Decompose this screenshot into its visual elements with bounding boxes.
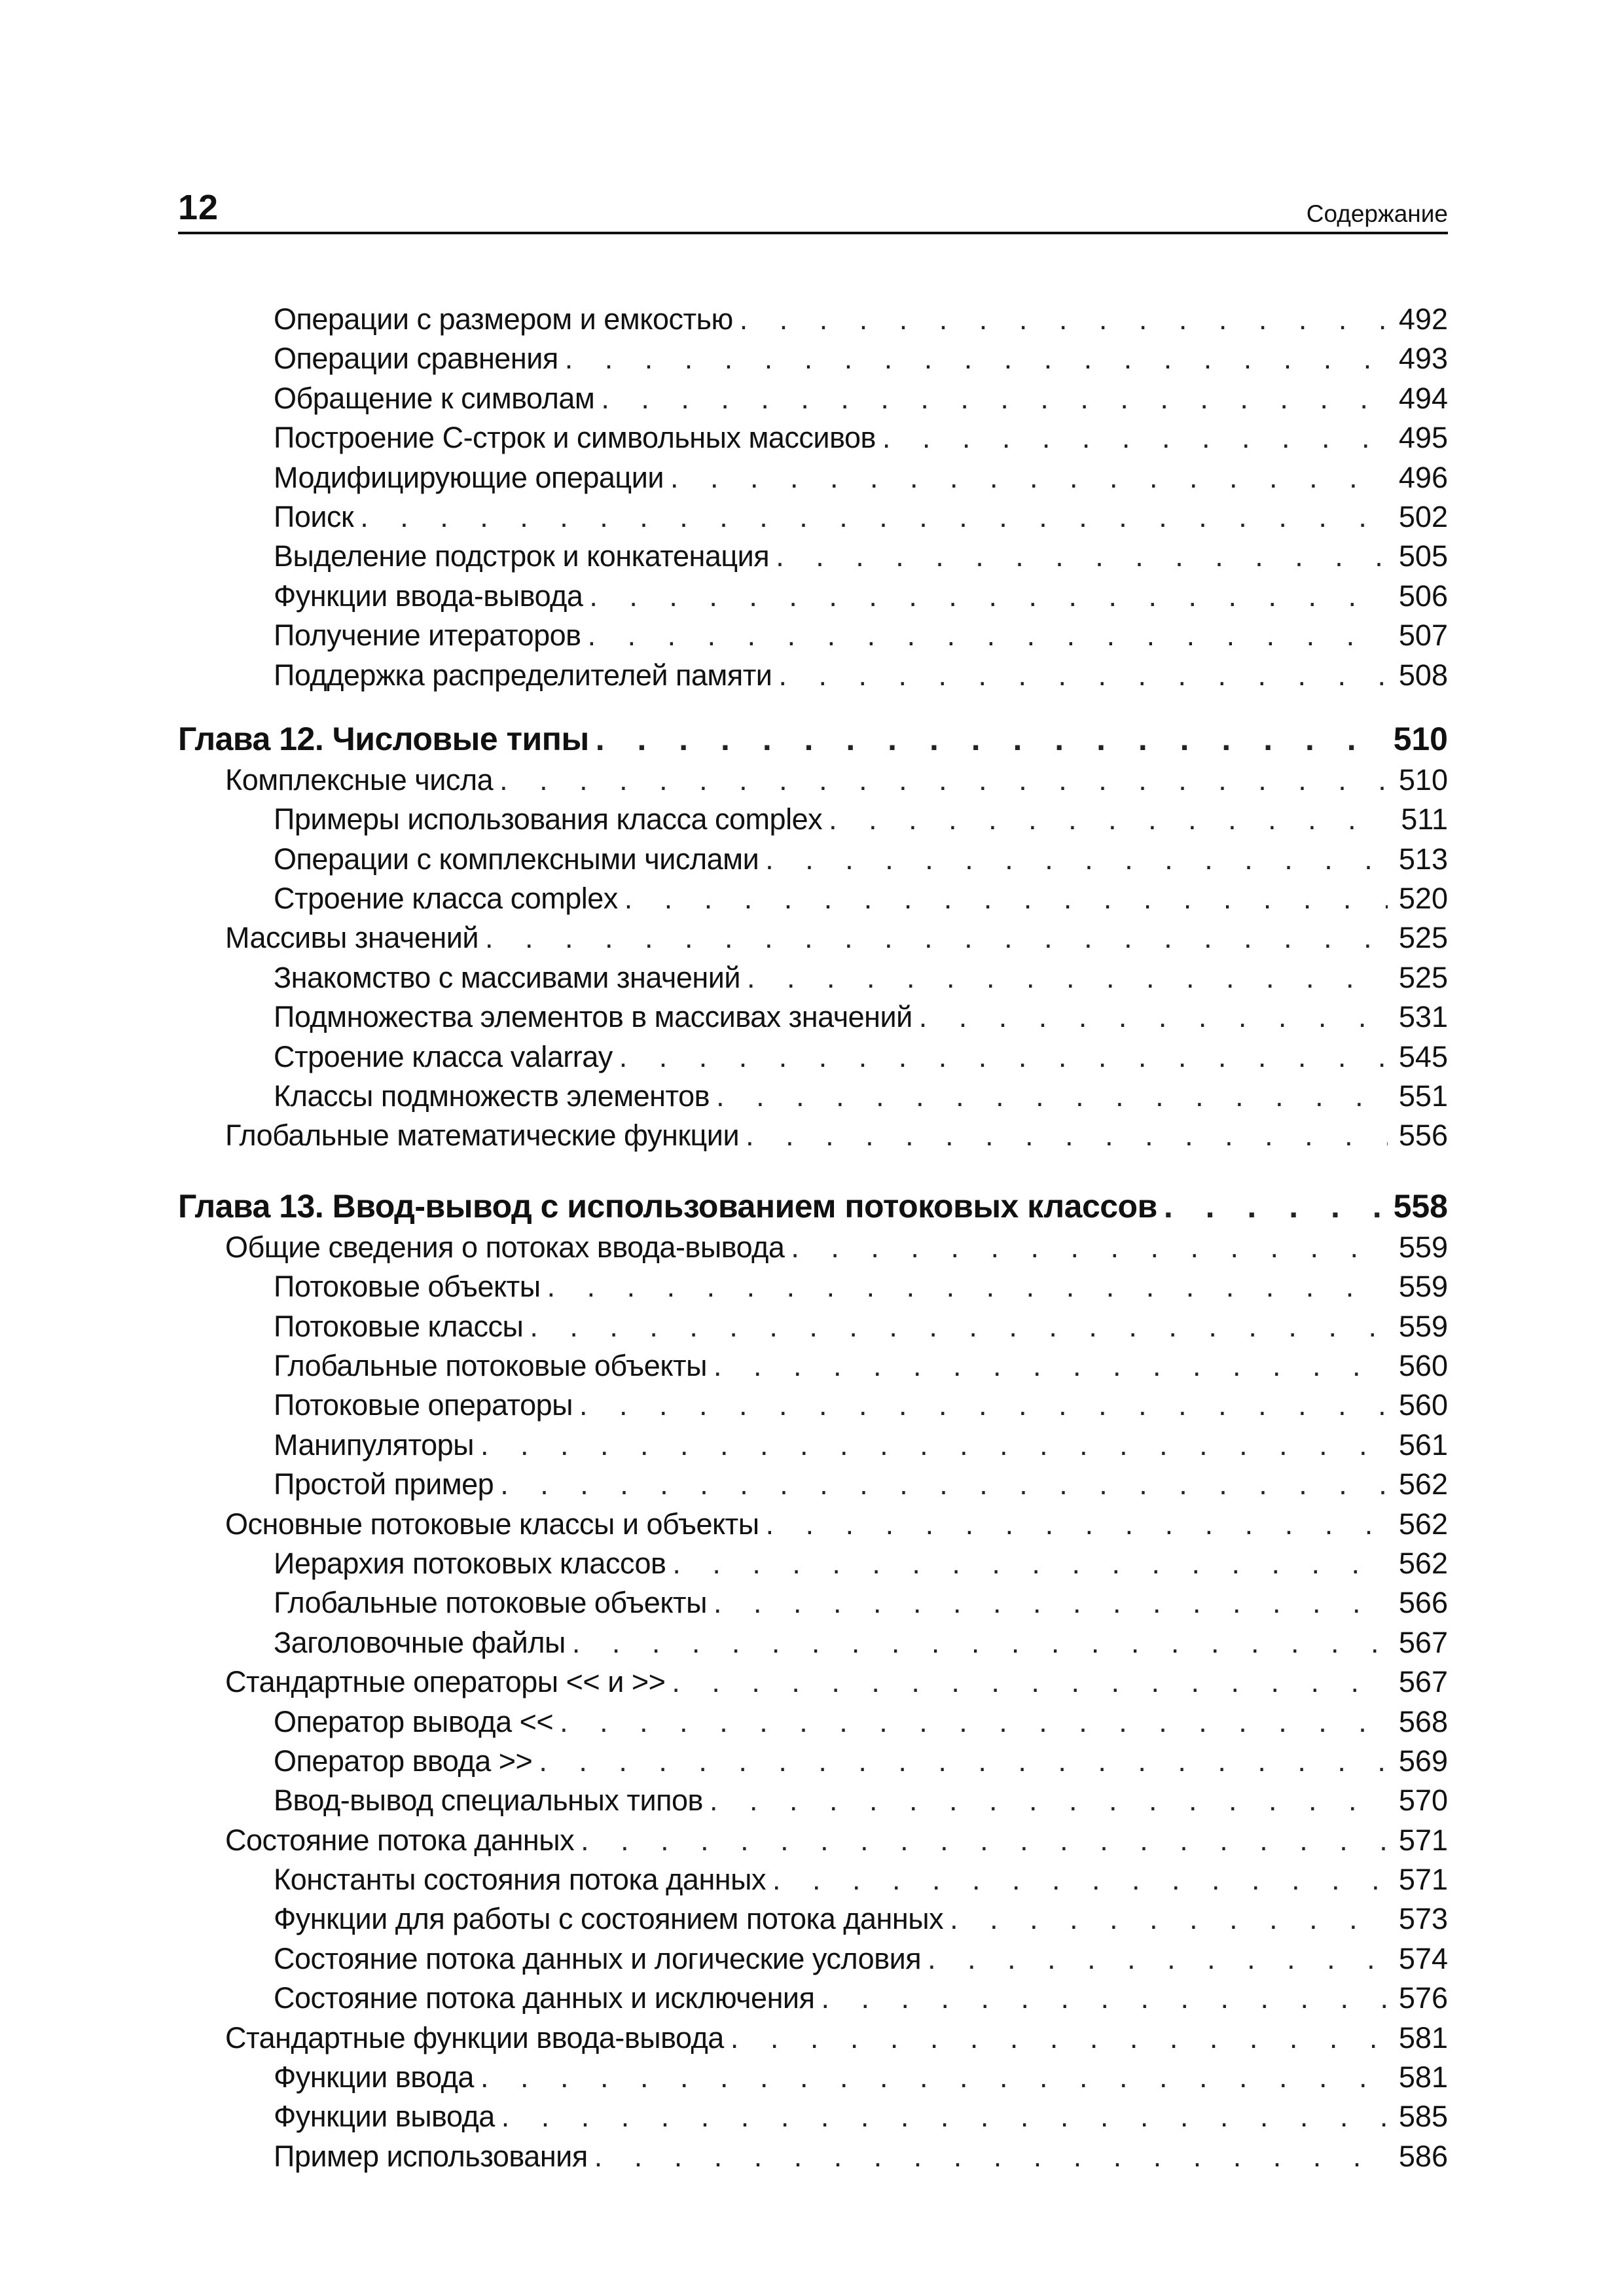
page-header <box>178 177 1448 234</box>
toc-entry-page: 562 <box>1398 1546 1448 1580</box>
section-title: Стандартные функции ввода-вывода <box>225 2020 724 2054</box>
toc-entry-title: Ввод-вывод специальных типов <box>274 1784 703 1818</box>
toc-entry-title: Операции с размером и емкостью <box>274 302 733 336</box>
toc-entry-page: 581 <box>1398 2060 1448 2094</box>
toc-entry[interactable] <box>178 840 1448 879</box>
toc-entry[interactable] <box>178 958 1448 997</box>
section-title: Глобальные математические функции <box>225 1119 740 1153</box>
toc-entry[interactable] <box>178 2137 1448 2176</box>
section-title: Комплексные числа <box>225 762 494 797</box>
toc-section[interactable] <box>178 1821 1448 1860</box>
dot-leader <box>740 300 1388 339</box>
dot-leader <box>765 840 1388 879</box>
toc-entry-page: 525 <box>1398 960 1448 994</box>
toc-entry-page: 585 <box>1398 2100 1448 2134</box>
toc-entry[interactable] <box>178 656 1448 695</box>
toc-entry-page: 568 <box>1398 1704 1448 1738</box>
toc-entry-title: Константы состояния потока данных <box>274 1863 766 1897</box>
dot-leader <box>588 616 1388 655</box>
toc-entry-title: Подмножества элементов в массивах значений <box>274 1000 912 1034</box>
dot-leader <box>601 379 1388 418</box>
section-page: 562 <box>1398 1507 1448 1541</box>
toc-entry[interactable] <box>178 1037 1448 1077</box>
toc-entry-title: Получение итераторов <box>274 619 581 653</box>
dot-leader <box>572 1623 1388 1662</box>
toc-entry-page: 531 <box>1398 1000 1448 1034</box>
toc-entry-title: Обращение к символам <box>274 381 595 415</box>
toc-entry-page: 502 <box>1398 499 1448 533</box>
chapter-title: Глава 13. Ввод-вывод с использованием потоковых классов <box>178 1187 1157 1225</box>
dot-leader <box>581 1821 1388 1860</box>
toc-entry-page: 495 <box>1398 421 1448 455</box>
dot-leader <box>501 2097 1388 2136</box>
dot-leader <box>747 958 1388 997</box>
toc-entry-title: Глобальные потоковые объекты <box>274 1586 707 1620</box>
toc-entry-page: 508 <box>1398 658 1448 692</box>
dot-leader <box>360 497 1388 537</box>
dot-leader <box>480 1426 1388 1465</box>
toc-entry-title: Состояние потока данных и исключения <box>274 1981 815 2015</box>
toc-entry-title: Знакомство с массивами значений <box>274 960 740 994</box>
toc-entry-page: 562 <box>1398 1467 1448 1501</box>
toc-entry-title: Иерархия потоковых классов <box>274 1546 666 1580</box>
toc-entry[interactable] <box>178 1702 1448 1742</box>
toc-entry-title: Функции для работы с состоянием потока данных <box>274 1902 944 1936</box>
toc-entry-title: Функции ввода-вывода <box>274 579 583 613</box>
dot-leader <box>766 1505 1388 1544</box>
dot-leader <box>928 1939 1388 1979</box>
toc-entry[interactable] <box>178 1544 1448 1583</box>
chapter-title: Глава 12. Числовые типы <box>178 720 589 757</box>
dot-leader <box>530 1307 1388 1346</box>
toc-section[interactable] <box>178 1116 1448 1155</box>
toc-entry-page: 569 <box>1398 1744 1448 1778</box>
dot-leader <box>500 1465 1388 1504</box>
toc-entry[interactable] <box>178 1307 1448 1346</box>
toc-entry[interactable] <box>178 577 1448 616</box>
dot-leader <box>594 2137 1388 2176</box>
dot-leader <box>746 1116 1388 1155</box>
toc-section[interactable] <box>178 761 1448 800</box>
toc-entry[interactable] <box>178 300 1448 339</box>
toc-entry-page: 567 <box>1398 1625 1448 1659</box>
toc-entry-page: 493 <box>1398 342 1448 376</box>
toc-entry-page: 551 <box>1398 1079 1448 1113</box>
toc-section[interactable] <box>178 1662 1448 1702</box>
dot-leader <box>716 1077 1388 1116</box>
section-page: 510 <box>1398 762 1448 797</box>
toc-entry[interactable] <box>178 1939 1448 1979</box>
dot-leader <box>547 1267 1388 1306</box>
running-head: Содержание <box>1306 200 1448 227</box>
toc-entry-title: Потоковые операторы <box>274 1388 573 1422</box>
dot-leader <box>565 339 1388 378</box>
dot-leader <box>579 1386 1388 1425</box>
section-page: 559 <box>1398 1230 1448 1264</box>
toc-entry-page: 545 <box>1398 1039 1448 1073</box>
toc-entry-page: 559 <box>1398 1270 1448 1304</box>
toc-entry[interactable] <box>178 497 1448 537</box>
toc-entry-title: Операции с комплексными числами <box>274 842 759 876</box>
toc-entry[interactable] <box>178 800 1448 839</box>
section-page: 571 <box>1398 1823 1448 1857</box>
toc-entry-page: 507 <box>1398 619 1448 653</box>
section-title: Общие сведения о потоках ввода-вывода <box>225 1230 785 1264</box>
toc-entry[interactable] <box>178 1781 1448 1820</box>
dot-leader <box>624 879 1388 918</box>
toc-entry-title: Построение С-строк и символьных массивов <box>274 421 876 455</box>
dot-leader <box>499 761 1388 800</box>
chapter-page: 510 <box>1393 720 1448 757</box>
toc-entry[interactable] <box>178 1346 1448 1386</box>
toc-entry-title: Заголовочные файлы <box>274 1625 566 1659</box>
toc-entry-title: Строение класса valarray <box>274 1039 613 1073</box>
toc-entry-title: Классы подмножеств элементов <box>274 1079 710 1113</box>
toc-entry[interactable] <box>178 1583 1448 1623</box>
section-page: 556 <box>1398 1119 1448 1153</box>
dot-leader <box>589 577 1388 616</box>
toc-entry[interactable] <box>178 2097 1448 2136</box>
toc-entry[interactable] <box>178 2058 1448 2097</box>
dot-leader <box>560 1702 1388 1742</box>
toc-entry-title: Оператор ввода >> <box>274 1744 533 1778</box>
toc-entry-page: 520 <box>1398 882 1448 916</box>
section-title: Основные потоковые классы и объекты <box>225 1507 759 1541</box>
toc-entry[interactable] <box>178 1860 1448 1899</box>
toc-entry-page: 570 <box>1398 1784 1448 1818</box>
toc-entry[interactable] <box>178 1623 1448 1662</box>
section-page: 525 <box>1398 921 1448 955</box>
dot-leader <box>713 1346 1388 1386</box>
toc-entry-title: Потоковые объекты <box>274 1270 541 1304</box>
toc-entry[interactable] <box>178 458 1448 497</box>
toc-entry-page: 566 <box>1398 1586 1448 1620</box>
dot-leader <box>480 2058 1388 2097</box>
dot-leader <box>882 418 1388 457</box>
toc-entry-title: Оператор вывода << <box>274 1704 554 1738</box>
toc-entry-title: Функции вывода <box>274 2100 495 2134</box>
toc-entry[interactable] <box>178 1426 1448 1465</box>
dot-leader <box>485 918 1388 958</box>
toc-entry-page: 505 <box>1398 539 1448 573</box>
toc-entry-page: 513 <box>1398 842 1448 876</box>
section-page: 567 <box>1398 1665 1448 1699</box>
dot-leader <box>776 537 1388 576</box>
toc-section[interactable] <box>178 1228 1448 1267</box>
toc-entry[interactable] <box>178 1742 1448 1781</box>
dot-leader <box>829 800 1388 839</box>
toc-entry[interactable] <box>178 1465 1448 1504</box>
toc-entry-title: Состояние потока данных и логические условия <box>274 1941 922 1975</box>
toc-entry[interactable] <box>178 1899 1448 1939</box>
toc-entry[interactable] <box>178 879 1448 918</box>
toc-entry-page: 576 <box>1398 1981 1448 2015</box>
toc-entry[interactable] <box>178 379 1448 418</box>
section-title: Состояние потока данных <box>225 1823 575 1857</box>
toc-entry[interactable] <box>178 1979 1448 2018</box>
toc-entry-page: 586 <box>1398 2139 1448 2173</box>
toc-entry[interactable] <box>178 537 1448 576</box>
toc-entry-page: 560 <box>1398 1348 1448 1382</box>
toc-entry-title: Манипуляторы <box>274 1427 475 1462</box>
toc-entry[interactable] <box>178 1386 1448 1425</box>
toc-entry[interactable] <box>178 418 1448 457</box>
toc-entry-title: Пример использования <box>274 2139 588 2173</box>
section-title: Стандартные операторы << и >> <box>225 1665 666 1699</box>
toc-entry-title: Глобальные потоковые объекты <box>274 1348 707 1382</box>
toc-entry-title: Простой пример <box>274 1467 494 1501</box>
dot-leader <box>731 2018 1388 2058</box>
toc-section[interactable] <box>178 918 1448 958</box>
toc-entry-page: 571 <box>1398 1863 1448 1897</box>
section-page: 581 <box>1398 2020 1448 2054</box>
toc-entry-title: Потоковые классы <box>274 1309 524 1343</box>
toc-entry-page: 559 <box>1398 1309 1448 1343</box>
toc-entry-page: 561 <box>1398 1427 1448 1462</box>
toc-chapter-13[interactable] <box>178 1185 1448 1228</box>
toc-entry-title: Выделение подстрок и конкатенация <box>274 539 770 573</box>
toc-entry-title: Поддержка распределителей памяти <box>274 658 772 692</box>
toc-entry-page: 560 <box>1398 1388 1448 1422</box>
dot-leader <box>772 1860 1388 1899</box>
dot-leader <box>710 1781 1388 1820</box>
toc-entry[interactable] <box>178 997 1448 1037</box>
toc-entry[interactable] <box>178 1077 1448 1116</box>
dot-leader <box>713 1583 1388 1623</box>
dot-leader <box>672 1544 1388 1583</box>
dot-leader <box>596 717 1384 761</box>
toc-chapter-12[interactable] <box>178 717 1448 761</box>
toc-entry-page: 506 <box>1398 579 1448 613</box>
toc-entry-title: Строение класса complex <box>274 882 618 916</box>
toc-entry[interactable] <box>178 616 1448 655</box>
dot-leader <box>672 1662 1388 1702</box>
toc-entry[interactable] <box>178 339 1448 378</box>
dot-leader <box>1164 1185 1384 1228</box>
dot-leader <box>919 997 1388 1037</box>
toc-entry-page: 492 <box>1398 302 1448 336</box>
toc-section[interactable] <box>178 2018 1448 2058</box>
dot-leader <box>539 1742 1388 1781</box>
toc-entry-title: Поиск <box>274 499 354 533</box>
chapter-page: 558 <box>1393 1187 1448 1225</box>
toc-section[interactable] <box>178 1505 1448 1544</box>
dot-leader <box>778 656 1388 695</box>
dot-leader <box>619 1037 1388 1077</box>
table-of-contents <box>178 300 1448 2176</box>
dot-leader <box>791 1228 1388 1267</box>
toc-entry-page: 573 <box>1398 1902 1448 1936</box>
page-number: 12 <box>178 188 219 227</box>
toc-entry-page: 496 <box>1398 460 1448 494</box>
toc-entry[interactable] <box>178 1267 1448 1306</box>
toc-entry-title: Модифицирующие операции <box>274 460 664 494</box>
toc-entry-page: 494 <box>1398 381 1448 415</box>
dot-leader <box>950 1899 1388 1939</box>
toc-entry-page: 511 <box>1401 802 1448 836</box>
toc-entry-title: Функции ввода <box>274 2060 474 2094</box>
dot-leader <box>821 1979 1388 2018</box>
dot-leader <box>670 458 1388 497</box>
toc-entry-page: 574 <box>1398 1941 1448 1975</box>
toc-entry-title: Операции сравнения <box>274 342 558 376</box>
toc-entry-title: Примеры использования класса complex <box>274 802 823 836</box>
section-title: Массивы значений <box>225 921 479 955</box>
